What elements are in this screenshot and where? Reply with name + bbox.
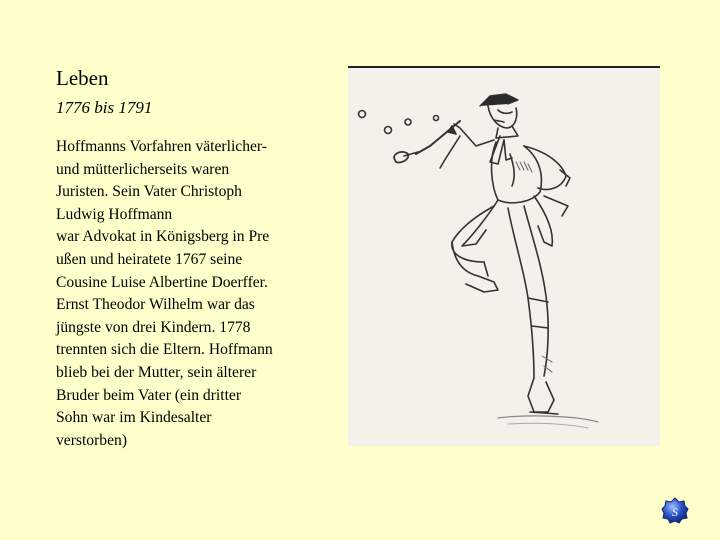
- body-line: Ernst Theodor Wilhelm war das: [56, 296, 255, 314]
- body-line: Sohn war im Kindesalter: [56, 409, 212, 427]
- body-line: Hoffmanns Vorfahren väterlicher-: [56, 138, 267, 155]
- slide-title: Leben: [56, 66, 109, 90]
- body-line: trennten sich die Eltern. Hoffmann: [56, 341, 273, 359]
- body-line: Cousine Luise Albertine Doerffer.: [56, 273, 268, 291]
- body-line: Bruder beim Vater (ein dritter: [56, 386, 242, 404]
- slide-subtitle: 1776 bis 1791: [56, 98, 153, 117]
- dancing-man-sketch: [348, 66, 660, 446]
- body-text: [56, 136, 326, 452]
- svg-text:S: S: [672, 505, 678, 519]
- blue-circle-nav-icon[interactable]: [660, 496, 690, 526]
- body-line: und mütterlicherseits waren: [56, 160, 230, 178]
- body-line: ußen und heiratete 1767 seine: [56, 250, 243, 268]
- body-line: jüngste von drei Kindern. 1778: [56, 318, 251, 336]
- body-line: verstorben): [56, 431, 128, 449]
- body-line: Juristen. Sein Vater Christoph: [56, 183, 242, 201]
- body-line: Ludwig Hoffmann: [56, 205, 173, 223]
- body-line: war Advokat in Königsberg in Pre: [56, 228, 270, 246]
- body-line: blieb bei der Mutter, sein älterer: [56, 363, 257, 381]
